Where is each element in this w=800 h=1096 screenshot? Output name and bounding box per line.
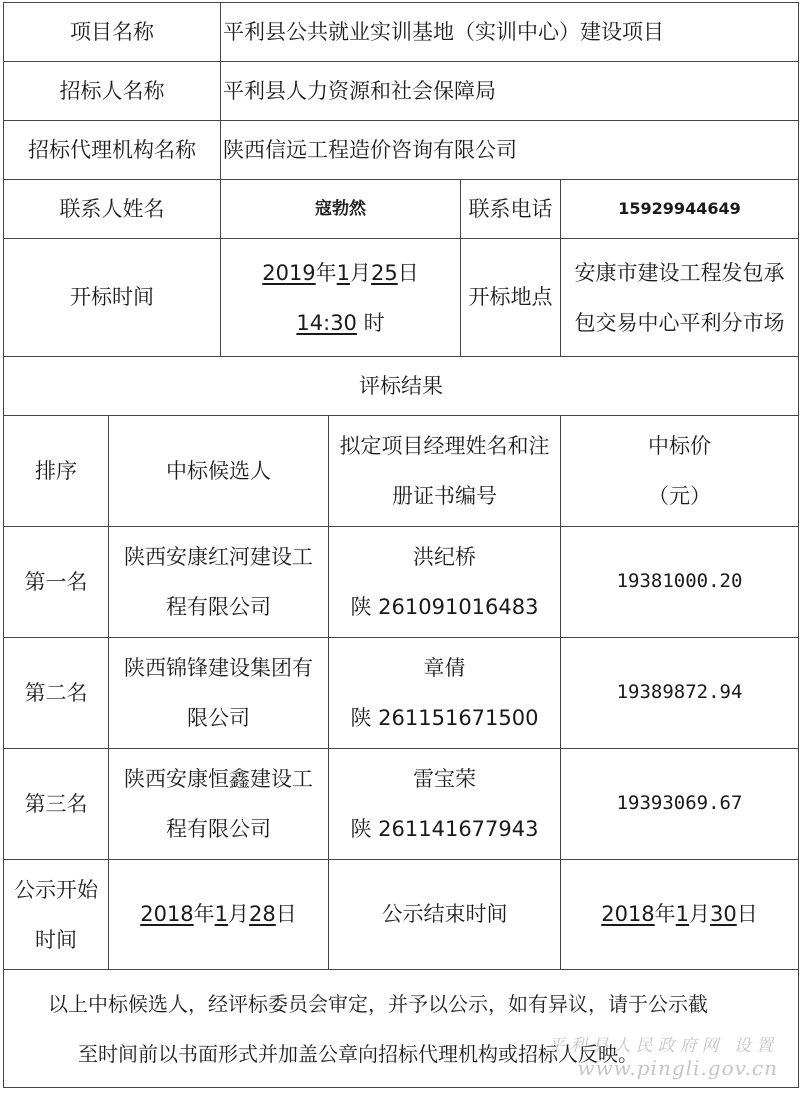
result-manager-cert: 陕 261141677943 — [350, 817, 539, 841]
opening-place-label: 开标地点 — [461, 239, 561, 357]
agency-value: 陕西信远工程造价咨询有限公司 — [221, 121, 799, 180]
result-rank: 第一名 — [4, 527, 109, 638]
table-row — [4, 638, 799, 749]
results-header-row — [4, 416, 799, 527]
publicity-start-label-line1: 公示开始 — [14, 877, 98, 902]
table-row — [4, 749, 799, 860]
row-opening — [4, 239, 799, 357]
result-company-line1: 陕西锦锋建设集团有 — [124, 656, 313, 680]
day-unit: 日 — [275, 902, 297, 927]
year-unit: 年 — [193, 902, 215, 927]
notice-line2: 至时间前以书面形式并加盖公章向招标代理机构或招标人反映。 — [78, 1041, 638, 1066]
header-price-line1: 中标价 — [648, 434, 711, 458]
project-label: 项目名称 — [4, 3, 221, 62]
header-candidate: 中标候选人 — [109, 416, 329, 527]
opening-month: 1 — [336, 260, 351, 285]
result-rank: 第二名 — [4, 638, 109, 749]
row-results-heading — [4, 357, 799, 416]
publicity-end-label: 公示结束时间 — [329, 860, 561, 970]
publicity-start-label-line2: 时间 — [35, 927, 77, 952]
result-manager-name: 洪纪桥 — [413, 545, 476, 569]
day-unit: 日 — [736, 902, 758, 927]
opening-place-value — [561, 239, 799, 357]
site-watermark — [548, 1031, 778, 1080]
month-unit: 月 — [689, 902, 711, 927]
publicity-start-day: 28 — [249, 902, 276, 927]
result-company-line2: 程有限公司 — [166, 817, 271, 841]
phone-value: 15929944649 — [561, 180, 799, 239]
tenderer-value: 平利县人力资源和社会保障局 — [221, 62, 799, 121]
row-agency — [4, 121, 799, 180]
result-manager — [329, 638, 561, 749]
year-unit: 年 — [654, 902, 676, 927]
header-price-line2: （元） — [648, 484, 711, 508]
opening-time-label: 开标时间 — [4, 239, 221, 357]
publicity-start-month: 1 — [214, 902, 229, 927]
result-manager — [329, 527, 561, 638]
result-manager — [329, 749, 561, 860]
result-company — [109, 638, 329, 749]
result-price: 19381000.20 — [561, 527, 799, 638]
header-manager — [329, 416, 561, 527]
contact-name: 寇勃然 — [221, 180, 461, 239]
publicity-end-day: 30 — [710, 902, 737, 927]
watermark-url: www.pingli.gov.cn — [577, 1056, 778, 1080]
result-manager-name: 章倩 — [423, 656, 466, 680]
row-project — [4, 3, 799, 62]
opening-place-line1: 安康市建设工程发包承 — [574, 260, 785, 285]
publicity-end-month: 1 — [675, 902, 690, 927]
watermark-line1: 平利县人民政府网 设置 — [547, 1036, 778, 1056]
opening-time-value — [221, 239, 461, 357]
tenderer-label: 招标人名称 — [4, 62, 221, 121]
notice-line1: 以上中标候选人，经评标委员会审定，并予以公示，如有异议，请于公示截 — [48, 991, 708, 1016]
phone-label: 联系电话 — [461, 180, 561, 239]
bid-result-table — [3, 2, 799, 1088]
opening-day: 25 — [371, 260, 398, 285]
result-company — [109, 749, 329, 860]
header-manager-line2: 册证书编号 — [392, 484, 497, 508]
result-price: 19389872.94 — [561, 638, 799, 749]
publicity-start-value — [109, 860, 329, 970]
result-manager-cert: 陕 261151671500 — [350, 706, 539, 730]
result-company-line1: 陕西安康恒鑫建设工 — [124, 767, 313, 791]
opening-clock-unit: 时 — [363, 310, 385, 335]
month-unit: 月 — [228, 902, 250, 927]
opening-day-unit: 日 — [397, 260, 419, 285]
row-tenderer — [4, 62, 799, 121]
result-rank: 第三名 — [4, 749, 109, 860]
contact-label: 联系人姓名 — [4, 180, 221, 239]
result-manager-name: 雷宝荣 — [413, 767, 476, 791]
result-price: 19393069.67 — [561, 749, 799, 860]
table-row — [4, 527, 799, 638]
opening-place-line2: 包交易中心平利分市场 — [574, 310, 785, 335]
header-rank: 排序 — [4, 416, 109, 527]
publicity-end-value — [561, 860, 799, 970]
header-price — [561, 416, 799, 527]
results-heading: 评标结果 — [4, 357, 799, 416]
result-company-line1: 陕西安康红河建设工 — [124, 545, 313, 569]
opening-year: 2019 — [262, 260, 316, 285]
opening-month-unit: 月 — [350, 260, 372, 285]
publicity-start-year: 2018 — [140, 902, 194, 927]
row-publicity — [4, 860, 799, 970]
project-value: 平利县公共就业实训基地（实训中心）建设项目 — [221, 3, 799, 62]
result-company-line2: 限公司 — [187, 706, 250, 730]
result-company — [109, 527, 329, 638]
result-company-line2: 程有限公司 — [166, 595, 271, 619]
row-contact — [4, 180, 799, 239]
publicity-start-label — [4, 860, 109, 970]
opening-year-unit: 年 — [315, 260, 337, 285]
publicity-end-year: 2018 — [601, 902, 655, 927]
header-manager-line1: 拟定项目经理姓名和注 — [339, 434, 550, 458]
opening-clock: 14:30 — [296, 310, 357, 335]
result-manager-cert: 陕 261091016483 — [350, 595, 539, 619]
agency-label: 招标代理机构名称 — [4, 121, 221, 180]
